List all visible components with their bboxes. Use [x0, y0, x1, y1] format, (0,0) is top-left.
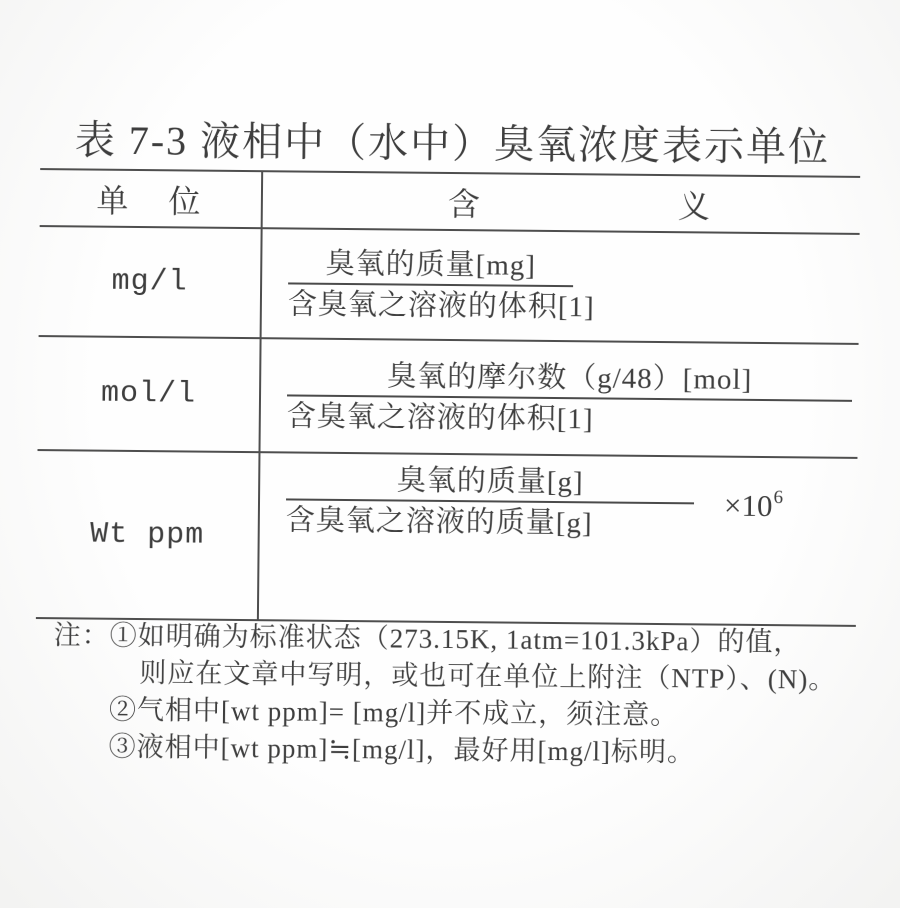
column-header-unit: 单 位 [40, 170, 264, 227]
unit-label-wt-ppm: Wt ppm [36, 451, 261, 619]
footnote-2: ②气相中[wt ppm]= [mg/l]并不成立，须注意。 [108, 694, 679, 731]
table-title: 表 7-3 液相中（水中）臭氧浓度表示单位 [74, 117, 831, 170]
table-header-row [40, 170, 861, 235]
footnotes [52, 617, 865, 773]
fraction-denominator: 含臭氧之溶液的体积[1] [287, 287, 595, 323]
unit-label-mol-l: mol/l [38, 337, 262, 451]
fraction-mg-l [288, 245, 596, 325]
fraction-denominator: 含臭氧之溶液的体积[1] [286, 399, 594, 435]
table-row-wt-ppm [36, 451, 858, 625]
meaning-cell-mg-l [262, 229, 860, 343]
footnote-1-line-2: 则应在文章中写明，或也可在单位上附注（NTP）、(N)。 [139, 658, 837, 695]
multiplier-base: ×10 [723, 487, 773, 524]
table-row-mol-l [37, 337, 858, 459]
header-meaning-char-left: 含 [447, 185, 481, 222]
fraction-wt-ppm [286, 461, 695, 542]
header-meaning-char-right: 义 [677, 187, 711, 224]
fraction-denominator: 含臭氧之溶液的质量[g] [285, 504, 593, 540]
footnote-3: ③液相中[wt ppm]≒[mg/l]，最好用[mg/l]标明。 [108, 731, 696, 768]
fraction-numerator: 臭氧的摩尔数（g/48）[mol] [387, 359, 753, 396]
ozone-concentration-units-table [36, 168, 860, 627]
multiplier-10-to-6 [724, 488, 782, 525]
multiplier-exponent: 6 [773, 486, 784, 508]
footnote-lines [108, 618, 865, 773]
fraction-mol-l [287, 357, 853, 439]
meaning-cell-mol-l [260, 339, 858, 457]
meaning-cell-wt-ppm [259, 453, 858, 625]
unit-label-mg-l: mg/l [39, 227, 263, 337]
column-header-meaning [263, 172, 861, 233]
fraction-numerator: 臭氧的质量[g] [396, 464, 584, 499]
fraction-numerator: 臭氧的质量[mg] [325, 247, 537, 282]
table-row-mg-l [39, 227, 860, 345]
footnote-1-line-1: ①如明确为标准状态（273.15K, 1atm=101.3kPa）的值， [109, 620, 802, 658]
footnotes-label: 注： [53, 620, 110, 651]
